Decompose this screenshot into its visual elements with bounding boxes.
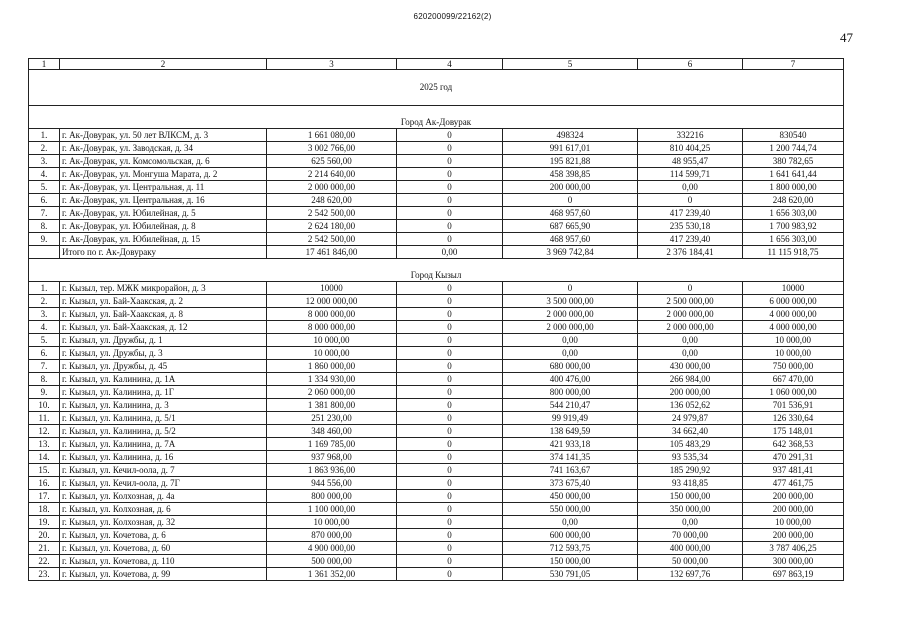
address-cell: г. Кызыл, ул. Калинина, д. 16 — [60, 451, 267, 464]
fund-cell: 0 — [397, 412, 503, 425]
row-number: 2. — [29, 142, 60, 155]
budget-cell-5: 200 000,00 — [503, 181, 638, 194]
fund-cell: 0 — [397, 386, 503, 399]
budget-cell-6: 400 000,00 — [638, 542, 743, 555]
budget-cell-7: 380 782,65 — [743, 155, 844, 168]
fund-cell: 0 — [397, 181, 503, 194]
row-number: 16. — [29, 477, 60, 490]
data-table — [28, 58, 844, 581]
column-number: 7 — [743, 59, 844, 70]
total-cost-cell: 8 000 000,00 — [267, 321, 397, 334]
row-number: 6. — [29, 347, 60, 360]
row-number: 1. — [29, 282, 60, 295]
total-cost-cell: 12 000 000,00 — [267, 295, 397, 308]
total-row — [29, 246, 844, 259]
table-row — [29, 477, 844, 490]
address-cell: г. Кызыл, ул. Колхозная, д. 4а — [60, 490, 267, 503]
budget-cell-5: 99 919,49 — [503, 412, 638, 425]
fund-cell: 0 — [397, 451, 503, 464]
budget-cell-7: 1 060 000,00 — [743, 386, 844, 399]
total-cost-cell: 2 060 000,00 — [267, 386, 397, 399]
budget-cell-7: 248 620,00 — [743, 194, 844, 207]
row-number: 8. — [29, 373, 60, 386]
table-row — [29, 568, 844, 581]
table-row — [29, 373, 844, 386]
budget-cell-7: 701 536,91 — [743, 399, 844, 412]
table-row — [29, 181, 844, 194]
table-row — [29, 308, 844, 321]
total-cost-cell: 1 860 000,00 — [267, 360, 397, 373]
budget-cell-7: 175 148,01 — [743, 425, 844, 438]
fund-cell: 0 — [397, 334, 503, 347]
address-cell: г. Ак-Довурак, ул. 50 лет ВЛКСМ, д. 3 — [60, 129, 267, 142]
table-row — [29, 155, 844, 168]
row-number: 2. — [29, 295, 60, 308]
table-row — [29, 412, 844, 425]
table-row — [29, 129, 844, 142]
table-row — [29, 555, 844, 568]
fund-cell: 0 — [397, 321, 503, 334]
budget-cell-5: 2 000 000,00 — [503, 308, 638, 321]
address-cell: г. Кызыл, ул. Кечил-оола, д. 7 — [60, 464, 267, 477]
budget-cell-5: 374 141,35 — [503, 451, 638, 464]
fund-cell: 0 — [397, 399, 503, 412]
table-row — [29, 438, 844, 451]
total-cost-cell: 1 863 936,00 — [267, 464, 397, 477]
budget-cell-6: 0,00 — [638, 334, 743, 347]
column-number: 3 — [267, 59, 397, 70]
address-cell: г. Ак-Довурак, ул. Юбилейная, д. 5 — [60, 207, 267, 220]
budget-cell-5: 991 617,01 — [503, 142, 638, 155]
budget-cell-5: 373 675,40 — [503, 477, 638, 490]
row-number: 9. — [29, 233, 60, 246]
row-number: 20. — [29, 529, 60, 542]
budget-cell-6: 350 000,00 — [638, 503, 743, 516]
row-number: 11. — [29, 412, 60, 425]
total-cost-cell: 1 381 800,00 — [267, 399, 397, 412]
address-cell: г. Кызыл, ул. Калинина, д. 5/2 — [60, 425, 267, 438]
total-cost-cell: 1 334 930,00 — [267, 373, 397, 386]
total-cost-cell: 2 214 640,00 — [267, 168, 397, 181]
column-number: 5 — [503, 59, 638, 70]
column-number: 4 — [397, 59, 503, 70]
table-row — [29, 168, 844, 181]
budget-cell-5: 2 000 000,00 — [503, 321, 638, 334]
budget-cell-6: 50 000,00 — [638, 555, 743, 568]
budget-cell-6: 0,00 — [638, 516, 743, 529]
total-cost-cell: 1 661 080,00 — [267, 129, 397, 142]
budget-cell-6: 0 — [638, 282, 743, 295]
column-number: 6 — [638, 59, 743, 70]
budget-cell-6: 266 984,00 — [638, 373, 743, 386]
table-row — [29, 386, 844, 399]
budget-cell-5: 680 000,00 — [503, 360, 638, 373]
budget-cell-6: 417 239,40 — [638, 207, 743, 220]
budget-cell-5: 458 398,85 — [503, 168, 638, 181]
address-cell: г. Кызыл, ул. Калинина, д. 1Г — [60, 386, 267, 399]
budget-cell-7: 830540 — [743, 129, 844, 142]
budget-cell-6: 70 000,00 — [638, 529, 743, 542]
address-cell: г. Ак-Довурак, ул. Центральная, д. 11 — [60, 181, 267, 194]
row-number: 3. — [29, 155, 60, 168]
budget-cell-6: 48 955,47 — [638, 155, 743, 168]
budget-cell-7: 1 656 303,00 — [743, 207, 844, 220]
row-number: 15. — [29, 464, 60, 477]
budget-cell-7: 697 863,19 — [743, 568, 844, 581]
total-cost-cell: 944 556,00 — [267, 477, 397, 490]
budget-cell-7: 10 000,00 — [743, 334, 844, 347]
fund-cell: 0 — [397, 155, 503, 168]
row-number: 8. — [29, 220, 60, 233]
total-cost-cell: 500 000,00 — [267, 555, 397, 568]
column-number: 2 — [60, 59, 267, 70]
fund-cell: 0 — [397, 360, 503, 373]
total-cost-cell: 2 624 180,00 — [267, 220, 397, 233]
document-id: 620200099/22162(2) — [413, 12, 492, 21]
fund-cell: 0 — [397, 477, 503, 490]
total-cost-cell: 348 460,00 — [267, 425, 397, 438]
budget-cell-6: 93 535,34 — [638, 451, 743, 464]
fund-cell: 0 — [397, 555, 503, 568]
total-cost-cell: 937 968,00 — [267, 451, 397, 464]
budget-cell-6: 235 530,18 — [638, 220, 743, 233]
total-cost-cell: 17 461 846,00 — [267, 246, 397, 259]
total-cost-cell: 2 542 500,00 — [267, 207, 397, 220]
address-cell: г. Кызыл, ул. Калинина, д. 3 — [60, 399, 267, 412]
budget-cell-7: 1 700 983,92 — [743, 220, 844, 233]
table-row — [29, 220, 844, 233]
table-row — [29, 360, 844, 373]
fund-cell: 0 — [397, 503, 503, 516]
budget-cell-7: 200 000,00 — [743, 503, 844, 516]
budget-cell-6: 136 052,62 — [638, 399, 743, 412]
row-number: 1. — [29, 129, 60, 142]
row-number: 7. — [29, 207, 60, 220]
budget-cell-5: 530 791,05 — [503, 568, 638, 581]
address-cell: г. Ак-Довурак, ул. Заводская, д. 34 — [60, 142, 267, 155]
address-cell: г. Кызыл, ул. Калинина, д. 7А — [60, 438, 267, 451]
budget-cell-7: 126 330,64 — [743, 412, 844, 425]
budget-cell-7: 750 000,00 — [743, 360, 844, 373]
page-number: 47 — [840, 30, 853, 45]
fund-cell: 0,00 — [397, 246, 503, 259]
budget-cell-5: 400 476,00 — [503, 373, 638, 386]
address-cell: г. Кызыл, ул. Кечил-оола, д. 7Г — [60, 477, 267, 490]
budget-cell-7: 1 200 744,74 — [743, 142, 844, 155]
address-cell: г. Кызыл, ул. Бай-Хаакская, д. 8 — [60, 308, 267, 321]
fund-cell: 0 — [397, 542, 503, 555]
budget-cell-7: 11 115 918,75 — [743, 246, 844, 259]
budget-cell-5: 150 000,00 — [503, 555, 638, 568]
address-cell: г. Кызыл, ул. Калинина, д. 1А — [60, 373, 267, 386]
budget-cell-6: 200 000,00 — [638, 386, 743, 399]
budget-cell-7: 1 641 641,44 — [743, 168, 844, 181]
budget-cell-7: 1 800 000,00 — [743, 181, 844, 194]
address-cell: г. Кызыл, ул. Кочетова, д. 99 — [60, 568, 267, 581]
fund-cell: 0 — [397, 129, 503, 142]
fund-cell: 0 — [397, 142, 503, 155]
table-row — [29, 321, 844, 334]
address-cell: г. Кызыл, ул. Кочетова, д. 6 — [60, 529, 267, 542]
row-number: 19. — [29, 516, 60, 529]
budget-cell-6: 430 000,00 — [638, 360, 743, 373]
row-number: 6. — [29, 194, 60, 207]
budget-cell-5: 450 000,00 — [503, 490, 638, 503]
total-cost-cell: 10 000,00 — [267, 334, 397, 347]
address-cell: г. Кызыл, ул. Дружбы, д. 3 — [60, 347, 267, 360]
budget-cell-7: 300 000,00 — [743, 555, 844, 568]
budget-cell-5: 195 821,88 — [503, 155, 638, 168]
fund-cell: 0 — [397, 207, 503, 220]
fund-cell: 0 — [397, 438, 503, 451]
fund-cell: 0 — [397, 233, 503, 246]
address-cell: г. Кызыл, ул. Дружбы, д. 1 — [60, 334, 267, 347]
row-number: 23. — [29, 568, 60, 581]
row-number: 14. — [29, 451, 60, 464]
budget-cell-7: 6 000 000,00 — [743, 295, 844, 308]
budget-cell-5: 468 957,60 — [503, 207, 638, 220]
fund-cell: 0 — [397, 295, 503, 308]
budget-cell-6: 2 500 000,00 — [638, 295, 743, 308]
fund-cell: 0 — [397, 220, 503, 233]
total-label: Итого по г. Ак-Довураку — [60, 246, 267, 259]
table-row — [29, 529, 844, 542]
address-cell: г. Кызыл, ул. Дружбы, д. 45 — [60, 360, 267, 373]
table-row — [29, 490, 844, 503]
address-cell: г. Кызыл, ул. Бай-Хаакская, д. 2 — [60, 295, 267, 308]
budget-cell-6: 2 000 000,00 — [638, 321, 743, 334]
total-cost-cell: 3 002 766,00 — [267, 142, 397, 155]
section-title: Город Ак-Довурак — [29, 106, 844, 129]
budget-cell-6: 0 — [638, 194, 743, 207]
row-number: 22. — [29, 555, 60, 568]
fund-cell: 0 — [397, 425, 503, 438]
row-number: 17. — [29, 490, 60, 503]
section-heading-row — [29, 106, 844, 129]
column-number: 1 — [29, 59, 60, 70]
empty-cell — [29, 246, 60, 259]
year-heading: 2025 год — [29, 70, 844, 106]
total-cost-cell: 10 000,00 — [267, 516, 397, 529]
budget-cell-7: 667 470,00 — [743, 373, 844, 386]
fund-cell: 0 — [397, 516, 503, 529]
budget-cell-5: 421 933,18 — [503, 438, 638, 451]
budget-cell-5: 3 969 742,84 — [503, 246, 638, 259]
budget-cell-7: 4 000 000,00 — [743, 308, 844, 321]
address-cell: г. Кызыл, ул. Калинина, д. 5/1 — [60, 412, 267, 425]
table-row — [29, 295, 844, 308]
total-cost-cell: 1 361 352,00 — [267, 568, 397, 581]
total-cost-cell: 4 900 000,00 — [267, 542, 397, 555]
address-cell: г. Кызыл, ул. Кочетова, д. 60 — [60, 542, 267, 555]
budget-cell-6: 810 404,25 — [638, 142, 743, 155]
total-cost-cell: 800 000,00 — [267, 490, 397, 503]
budget-cell-5: 498324 — [503, 129, 638, 142]
fund-cell: 0 — [397, 373, 503, 386]
address-cell: г. Ак-Довурак, ул. Монгуша Марата, д. 2 — [60, 168, 267, 181]
row-number: 12. — [29, 425, 60, 438]
fund-cell: 0 — [397, 347, 503, 360]
fund-cell: 0 — [397, 168, 503, 181]
budget-cell-5: 3 500 000,00 — [503, 295, 638, 308]
row-number: 10. — [29, 399, 60, 412]
budget-cell-7: 937 481,41 — [743, 464, 844, 477]
budget-cell-7: 10000 — [743, 282, 844, 295]
table-row — [29, 194, 844, 207]
budget-cell-5: 138 649,59 — [503, 425, 638, 438]
total-cost-cell: 2 542 500,00 — [267, 233, 397, 246]
address-cell: г. Кызыл, тер. МЖК микрорайон, д. 3 — [60, 282, 267, 295]
budget-cell-7: 1 656 303,00 — [743, 233, 844, 246]
budget-cell-5: 0 — [503, 282, 638, 295]
budget-cell-6: 2 000 000,00 — [638, 308, 743, 321]
address-cell: г. Кызыл, ул. Бай-Хаакская, д. 12 — [60, 321, 267, 334]
table-row — [29, 425, 844, 438]
budget-cell-6: 185 290,92 — [638, 464, 743, 477]
table-row — [29, 207, 844, 220]
budget-cell-6: 2 376 184,41 — [638, 246, 743, 259]
budget-cell-5: 544 210,47 — [503, 399, 638, 412]
address-cell: г. Ак-Довурак, ул. Юбилейная, д. 8 — [60, 220, 267, 233]
fund-cell: 0 — [397, 464, 503, 477]
total-cost-cell: 870 000,00 — [267, 529, 397, 542]
row-number: 21. — [29, 542, 60, 555]
budget-cell-5: 687 665,90 — [503, 220, 638, 233]
total-cost-cell: 10000 — [267, 282, 397, 295]
fund-cell: 0 — [397, 529, 503, 542]
total-cost-cell: 625 560,00 — [267, 155, 397, 168]
budget-cell-6: 150 000,00 — [638, 490, 743, 503]
table-body — [29, 59, 844, 581]
section-title: Город Кызыл — [29, 259, 844, 282]
budget-cell-5: 0 — [503, 194, 638, 207]
table-row — [29, 399, 844, 412]
total-cost-cell: 1 169 785,00 — [267, 438, 397, 451]
budget-cell-5: 468 957,60 — [503, 233, 638, 246]
budget-cell-5: 600 000,00 — [503, 529, 638, 542]
budget-cell-7: 200 000,00 — [743, 490, 844, 503]
row-number: 5. — [29, 181, 60, 194]
table-row — [29, 516, 844, 529]
table-row — [29, 503, 844, 516]
table-row — [29, 334, 844, 347]
budget-cell-5: 712 593,75 — [503, 542, 638, 555]
row-number: 18. — [29, 503, 60, 516]
section-heading-row — [29, 259, 844, 282]
total-cost-cell: 10 000,00 — [267, 347, 397, 360]
budget-cell-6: 0,00 — [638, 347, 743, 360]
fund-cell: 0 — [397, 568, 503, 581]
address-cell: г. Ак-Довурак, ул. Комсомольская, д. 6 — [60, 155, 267, 168]
budget-cell-5: 0,00 — [503, 516, 638, 529]
budget-cell-6: 417 239,40 — [638, 233, 743, 246]
budget-cell-5: 741 163,67 — [503, 464, 638, 477]
table-row — [29, 347, 844, 360]
budget-cell-6: 132 697,76 — [638, 568, 743, 581]
row-number: 4. — [29, 321, 60, 334]
row-number: 4. — [29, 168, 60, 181]
address-cell: г. Ак-Довурак, ул. Юбилейная, д. 15 — [60, 233, 267, 246]
budget-cell-5: 550 000,00 — [503, 503, 638, 516]
table-row — [29, 142, 844, 155]
total-cost-cell: 251 230,00 — [267, 412, 397, 425]
budget-cell-5: 800 000,00 — [503, 386, 638, 399]
budget-cell-7: 470 291,31 — [743, 451, 844, 464]
table-row — [29, 233, 844, 246]
budget-cell-7: 4 000 000,00 — [743, 321, 844, 334]
address-cell: г. Кызыл, ул. Колхозная, д. 32 — [60, 516, 267, 529]
table-row — [29, 542, 844, 555]
total-cost-cell: 1 100 000,00 — [267, 503, 397, 516]
row-number: 9. — [29, 386, 60, 399]
row-number: 13. — [29, 438, 60, 451]
budget-cell-7: 3 787 406,25 — [743, 542, 844, 555]
row-number: 7. — [29, 360, 60, 373]
budget-cell-5: 0,00 — [503, 334, 638, 347]
budget-cell-6: 332216 — [638, 129, 743, 142]
year-heading-row — [29, 70, 844, 106]
total-cost-cell: 8 000 000,00 — [267, 308, 397, 321]
budget-cell-6: 114 599,71 — [638, 168, 743, 181]
fund-cell: 0 — [397, 490, 503, 503]
fund-cell: 0 — [397, 308, 503, 321]
address-cell: г. Ак-Довурак, ул. Центральная, д. 16 — [60, 194, 267, 207]
total-cost-cell: 248 620,00 — [267, 194, 397, 207]
row-number: 3. — [29, 308, 60, 321]
budget-cell-7: 642 368,53 — [743, 438, 844, 451]
budget-cell-7: 477 461,75 — [743, 477, 844, 490]
budget-cell-7: 10 000,00 — [743, 347, 844, 360]
address-cell: г. Кызыл, ул. Колхозная, д. 6 — [60, 503, 267, 516]
column-number-row — [29, 59, 844, 70]
budget-cell-5: 0,00 — [503, 347, 638, 360]
table-row — [29, 464, 844, 477]
table-row — [29, 451, 844, 464]
budget-cell-6: 93 418,85 — [638, 477, 743, 490]
budget-cell-6: 0,00 — [638, 181, 743, 194]
total-cost-cell: 2 000 000,00 — [267, 181, 397, 194]
budget-cell-7: 10 000,00 — [743, 516, 844, 529]
budget-cell-7: 200 000,00 — [743, 529, 844, 542]
budget-cell-6: 34 662,40 — [638, 425, 743, 438]
address-cell: г. Кызыл, ул. Кочетова, д. 110 — [60, 555, 267, 568]
budget-cell-6: 24 979,87 — [638, 412, 743, 425]
table-row — [29, 282, 844, 295]
fund-cell: 0 — [397, 282, 503, 295]
row-number: 5. — [29, 334, 60, 347]
fund-cell: 0 — [397, 194, 503, 207]
budget-cell-6: 105 483,29 — [638, 438, 743, 451]
